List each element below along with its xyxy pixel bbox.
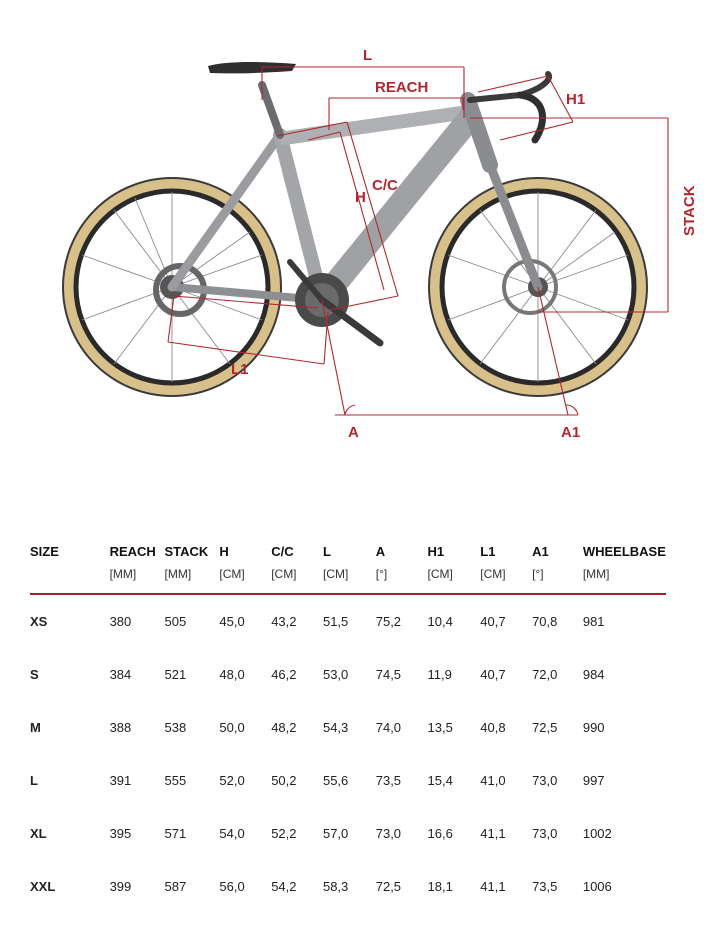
table-cell: 41,1 xyxy=(480,826,506,841)
table-cell: 41,1 xyxy=(480,879,506,894)
column-unit xyxy=(30,566,110,582)
table-row xyxy=(30,807,666,860)
column-header xyxy=(323,540,376,594)
table-cell: 73,0 xyxy=(532,773,558,788)
table-cell: 984 xyxy=(582,667,605,682)
table-row xyxy=(30,754,666,807)
table-cell: 51,5 xyxy=(322,614,349,629)
table-header-row xyxy=(30,540,666,594)
column-name: STACK xyxy=(164,544,209,559)
table-cell: 13,5 xyxy=(427,720,453,735)
column-name: H xyxy=(219,544,229,559)
column-name: L1 xyxy=(480,544,496,559)
table-cell: 48,2 xyxy=(271,720,297,735)
column-header xyxy=(271,540,323,594)
table-cell: 981 xyxy=(582,614,605,629)
size-cell: S xyxy=(30,667,39,682)
size-cell: XL xyxy=(30,826,47,841)
table-row xyxy=(30,594,666,648)
table-cell: 72,5 xyxy=(375,879,402,894)
table-cell: 15,4 xyxy=(427,773,453,788)
column-name: A xyxy=(375,544,386,559)
table-cell: 538 xyxy=(164,720,187,735)
column-unit: [MM] xyxy=(164,567,192,581)
table-cell: 73,0 xyxy=(532,826,558,841)
column-header xyxy=(376,540,428,594)
table-cell: 48,0 xyxy=(219,667,245,682)
column-header xyxy=(165,540,220,594)
size-cell: M xyxy=(30,720,41,735)
column-name: H1 xyxy=(427,544,445,559)
table-cell: 74,5 xyxy=(375,667,402,682)
table-cell: 53,0 xyxy=(322,667,349,682)
table-cell: 16,6 xyxy=(427,826,453,841)
table-cell: 70,8 xyxy=(532,614,558,629)
table-cell: 52,2 xyxy=(271,826,297,841)
table-cell: 384 xyxy=(109,667,132,682)
table-cell: 395 xyxy=(109,826,132,841)
column-unit: [CM] xyxy=(322,567,349,581)
table-cell: 55,6 xyxy=(322,773,349,788)
table-cell: 10,4 xyxy=(427,614,453,629)
table-cell: 41,0 xyxy=(480,773,506,788)
column-header xyxy=(110,540,165,594)
column-header xyxy=(219,540,271,594)
column-unit: [MM] xyxy=(109,567,137,581)
table-cell: 1006 xyxy=(582,879,612,894)
table-cell: 73,0 xyxy=(375,826,402,841)
column-name: SIZE xyxy=(30,544,59,559)
column-header xyxy=(480,540,532,594)
dim-label-h: H xyxy=(355,189,366,206)
table-body xyxy=(30,594,666,913)
table-cell: 54,3 xyxy=(322,720,349,735)
table-cell: 50,0 xyxy=(219,720,245,735)
column-header xyxy=(30,540,110,594)
table-cell: 40,8 xyxy=(480,720,506,735)
column-name: L xyxy=(322,544,331,559)
size-cell: XS xyxy=(30,614,48,629)
table-cell: 555 xyxy=(164,773,187,788)
table-cell: 399 xyxy=(109,879,132,894)
dim-label-cc: C/C xyxy=(372,177,398,194)
dim-label-l: L xyxy=(363,47,373,64)
table-row xyxy=(30,701,666,754)
column-name: C/C xyxy=(271,544,294,559)
column-unit: [CM] xyxy=(271,567,297,581)
column-unit: [CM] xyxy=(219,567,245,581)
dim-label-stack: STACK xyxy=(681,185,698,236)
table-cell: 505 xyxy=(164,614,187,629)
table-cell: 73,5 xyxy=(532,879,558,894)
dim-label-a1: A1 xyxy=(561,424,581,441)
table-row xyxy=(30,648,666,701)
table-cell: 521 xyxy=(164,667,187,682)
table-cell: 73,5 xyxy=(375,773,402,788)
column-name: A1 xyxy=(532,544,549,559)
table-cell: 40,7 xyxy=(480,667,506,682)
table-cell: 56,0 xyxy=(219,879,245,894)
table-cell: 72,0 xyxy=(532,667,558,682)
column-header xyxy=(583,540,666,594)
table-cell: 75,2 xyxy=(375,614,402,629)
table-cell: 74,0 xyxy=(375,720,402,735)
column-unit: [°] xyxy=(375,567,388,581)
table-cell: 46,2 xyxy=(271,667,297,682)
table-cell: 11,9 xyxy=(427,667,452,682)
table-cell: 58,3 xyxy=(322,879,349,894)
dim-label-h1: H1 xyxy=(566,91,586,108)
dim-label-a: A xyxy=(348,424,359,441)
table-cell: 54,2 xyxy=(271,879,297,894)
column-unit: [CM] xyxy=(480,567,506,581)
table-cell: 990 xyxy=(582,720,605,735)
table-cell: 997 xyxy=(582,773,605,788)
size-cell: L xyxy=(30,773,38,788)
column-unit: [°] xyxy=(532,567,544,581)
column-header xyxy=(532,540,583,594)
dim-label-l1: L1 xyxy=(231,361,249,378)
table-cell: 45,0 xyxy=(219,614,245,629)
table-cell: 1002 xyxy=(582,826,612,841)
table-cell: 43,2 xyxy=(271,614,297,629)
table-cell: 571 xyxy=(164,826,187,841)
table-cell: 72,5 xyxy=(532,720,558,735)
table-cell: 587 xyxy=(164,879,187,894)
table-cell: 40,7 xyxy=(480,614,506,629)
table-cell: 391 xyxy=(109,773,132,788)
column-unit: [MM] xyxy=(582,567,610,581)
dim-label-reach: REACH xyxy=(375,79,429,96)
column-name: WHEELBASE xyxy=(582,544,666,559)
table-cell: 388 xyxy=(109,720,132,735)
table-cell: 50,2 xyxy=(271,773,297,788)
table-cell: 52,0 xyxy=(219,773,245,788)
column-header xyxy=(428,540,481,594)
column-name: REACH xyxy=(109,544,156,559)
table-cell: 380 xyxy=(109,614,132,629)
table-cell: 18,1 xyxy=(427,879,453,894)
table-row xyxy=(30,860,666,913)
table-cell: 57,0 xyxy=(322,826,349,841)
column-unit: [CM] xyxy=(427,567,453,581)
table-cell: 54,0 xyxy=(219,826,245,841)
geometry-table xyxy=(30,540,666,913)
size-cell: XXL xyxy=(30,879,56,894)
